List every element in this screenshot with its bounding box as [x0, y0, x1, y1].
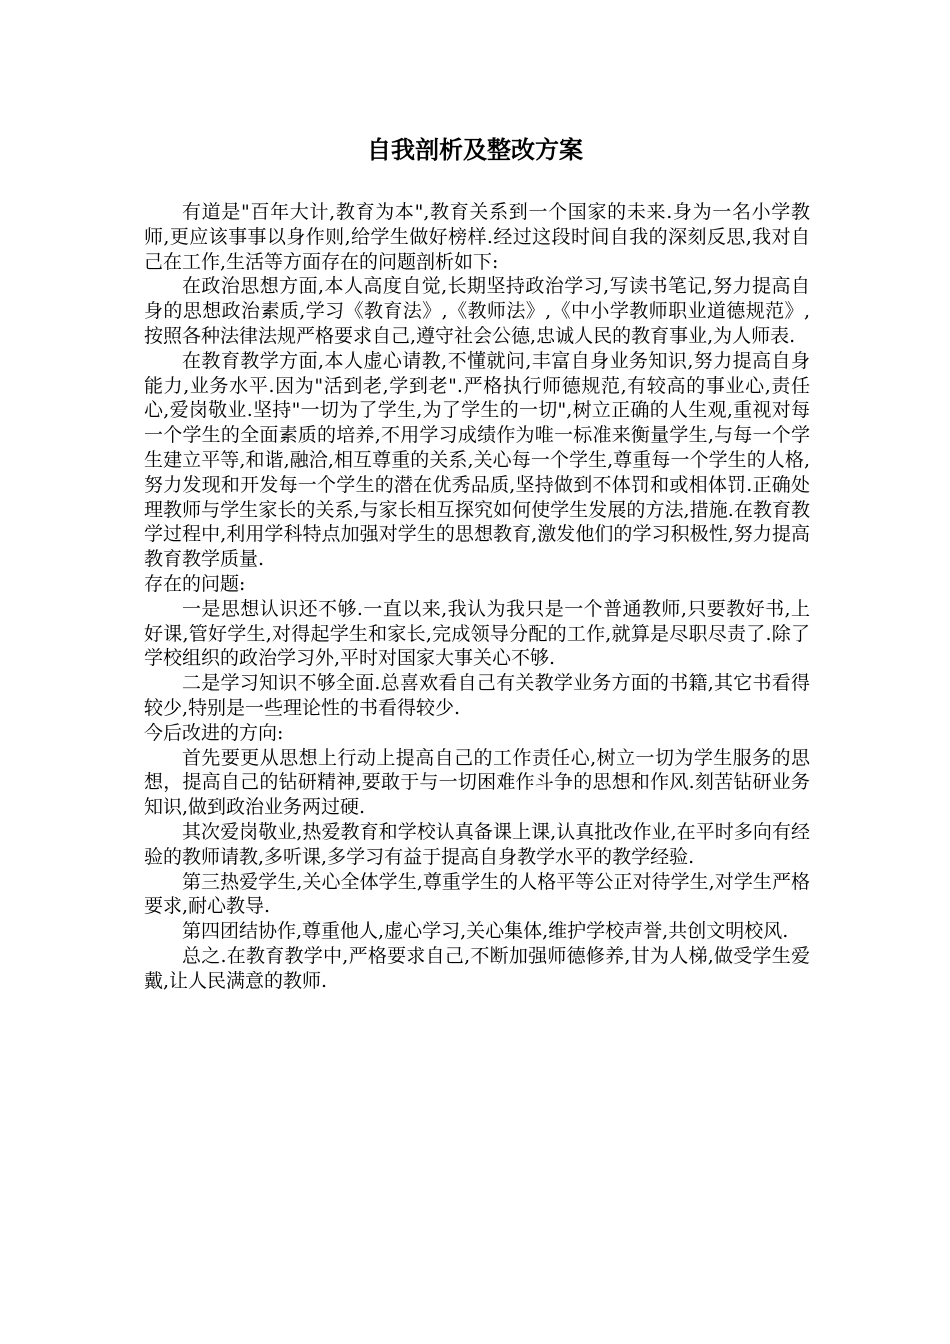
paragraph-improvement-third: 第三热爱学生,关心全体学生,尊重学生的人格平等公正对待学生,对学生严格要求,耐心教导. [144, 870, 810, 918]
section-heading-improvements: 今后改进的方向: [144, 721, 284, 744]
document-title: 自我剖析及整改方案 [367, 135, 583, 164]
paragraph-problem-two: 二是学习知识不够全面.总喜欢看自己有关教学业务方面的书籍,其它书看得较少,特别是一些理论性的书看得较少. [144, 672, 810, 719]
paragraph-conclusion: 总之.在教育教学中,严格要求自己,不断加强师德修养,甘为人梯,做受学生爱戴,让人民满意的教师. [144, 944, 810, 992]
section-heading-problems: 存在的问题: [144, 572, 246, 595]
paragraph-political-thought: 在政治思想方面,本人高度自觉,长期坚持政治学习,写读书笔记,努力提高自身的思想政治素质,学习《教育法》,《教师法》,《中小学教师职业道德规范》,按照各种法律法规严格要求自己,遵守社会公德,忠诚人民的教育事业,为人师表. [144, 275, 810, 347]
paragraph-teaching: 在教育教学方面,本人虚心请教,不懂就问,丰富自身业务知识,努力提高自身能力,业务水平.因为"活到老,学到老".严格执行师德规范,有较高的事业心,责任心,爱岗敬业.坚持"一切为了学生,为了学生的一切",树立正确的人生观,重视对每一个学生的全面素质的培养,不用学习成绩作为唯一标准来衡量学生,与每一个学生建立平等,和谐,融洽,相互尊重的关系,关心每一个学生,尊重每一个学生的人格,努力发现和开发每一个学生的潜在优秀品质,坚持做到不体罚和或相体罚.正确处理教师与学生家长的关系,与家长相互探究如何使学生发展的方法,措施.在教育教学过程中,利用学科特点加强对学生的思想教育,激发他们的学习积极性,努力提高教育教学质量. [144, 349, 810, 571]
paragraph-problem-one: 一是思想认识还不够.一直以来,我认为我只是一个普通教师,只要教好书,上好课,管好学生,对得起学生和家长,完成领导分配的工作,就算是尽职尽责了.除了学校组织的政治学习外,平时对国家大事关心不够. [144, 597, 810, 670]
document-body [144, 200, 810, 994]
paragraph-improvement-second: 其次爱岗敬业,热爱教育和学校认真备课上课,认真批改作业,在平时多向有经验的教师请教,多听课,多学习有益于提高自身教学水平的教学经验. [144, 820, 810, 868]
paragraph-improvement-first: 首先要更从思想上行动上提高自己的工作责任心,树立一切为学生服务的思想，提高自己的钻研精神,要敢于与一切困难作斗争的思想和作风.刻苦钻研业务知识,做到政治业务两过硬. [144, 746, 810, 819]
paragraph-intro: 有道是"百年大计,教育为本",教育关系到一个国家的未来.身为一名小学教师,更应该事事以身作则,给学生做好榜样.经过这段时间自我的深刻反思,我对自己在工作,生活等方面存在的问题剖析如下: [144, 201, 810, 273]
paragraph-improvement-fourth: 第四团结协作,尊重他人,虚心学习,关心集体,维护学校声誉,共创文明校风. [182, 920, 789, 943]
